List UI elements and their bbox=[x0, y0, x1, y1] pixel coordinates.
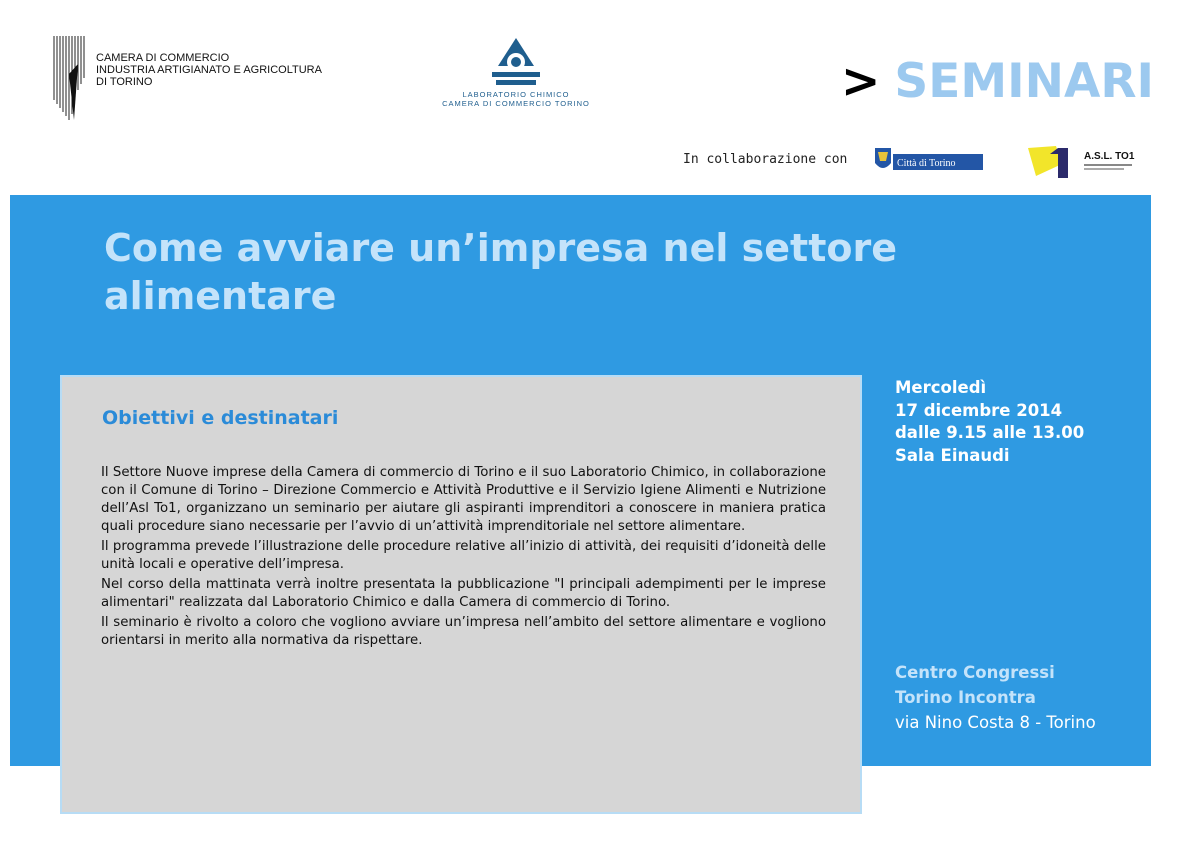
citta-di-torino-logo bbox=[873, 145, 985, 175]
objectives-box bbox=[60, 375, 862, 814]
event-date: 17 dicembre 2014 bbox=[895, 400, 1063, 420]
asl-logo-text: A.S.L. TO1 bbox=[1084, 151, 1135, 162]
camera-logo-text bbox=[96, 52, 322, 88]
venue-details bbox=[895, 660, 1096, 735]
description-text bbox=[101, 464, 826, 652]
description-paragraph: Il programma prevede l’illustrazione delle procedure relative all’inizio di attività, dei requisiti d’idoneità delle unità locali e operative dell’impresa. bbox=[101, 539, 826, 572]
event-day: Mercoledì bbox=[895, 378, 987, 397]
laboratorio-chimico-logo bbox=[418, 36, 614, 118]
lab-logo-line: CAMERA DI COMMERCIO TORINO bbox=[442, 99, 590, 108]
camera-commercio-logo bbox=[52, 34, 352, 124]
event-time: dalle 9.15 alle 13.00 bbox=[895, 423, 1085, 442]
citta-logo-text: Città di Torino bbox=[897, 158, 956, 169]
arrow-icon: > bbox=[841, 54, 881, 109]
citta-torino-emblem-icon bbox=[873, 145, 985, 175]
collaboration-label: In collaborazione con bbox=[683, 152, 848, 167]
camera-logo-line: CAMERA DI COMMERCIO bbox=[96, 52, 230, 64]
section-title: Obiettivi e destinatari bbox=[102, 407, 339, 429]
description-paragraph: Il Settore Nuove imprese della Camera di commercio di Torino e il suo Laboratorio Chimico, in collaborazione con il Comune di Torino – Direzione Commercio e Attività Produttive e il Servizio Igiene Alimenti e Nutrizione dell’Asl To1, organizzano un seminario per aiutare gli aspiranti imprenditori a conoscere in maniera pratica quali procedure siano necessarie per l’avvio di un’attività imprenditoriale nel settore alimentare. bbox=[101, 465, 826, 534]
venue-name: Torino Incontra bbox=[895, 688, 1036, 707]
camera-logo-line: DI TORINO bbox=[96, 76, 153, 88]
lab-flask-icon bbox=[486, 36, 546, 90]
seminari-heading bbox=[841, 52, 1154, 112]
event-room: Sala Einaudi bbox=[895, 445, 1010, 465]
venue-address: via Nino Costa 8 - Torino bbox=[895, 713, 1096, 732]
camera-logo-line: INDUSTRIA ARTIGIANATO E AGRICOLTURA bbox=[96, 64, 322, 76]
seminari-label: SEMINARI bbox=[894, 54, 1154, 109]
asl-emblem-icon bbox=[1026, 144, 1138, 180]
venue-name: Centro Congressi bbox=[895, 663, 1055, 682]
description-paragraph: Il seminario è rivolto a coloro che vogliono avviare un’impresa nell’ambito del settore alimentare e vogliono orientarsi in merito alla normativa da rispettare. bbox=[101, 615, 826, 648]
lab-logo-line: LABORATORIO CHIMICO bbox=[462, 90, 570, 99]
seminar-title: Come avviare un’impresa nel settore alimentare bbox=[104, 226, 897, 318]
camera-emblem-icon bbox=[52, 34, 92, 122]
event-details bbox=[895, 377, 1084, 467]
asl-to1-logo bbox=[1026, 144, 1138, 180]
description-paragraph: Nel corso della mattinata verrà inoltre presentata la pubblicazione "I principali adempimenti per le imprese alimentari" realizzata dal Laboratorio Chimico e dalla Camera di commercio di Torino. bbox=[101, 577, 826, 610]
